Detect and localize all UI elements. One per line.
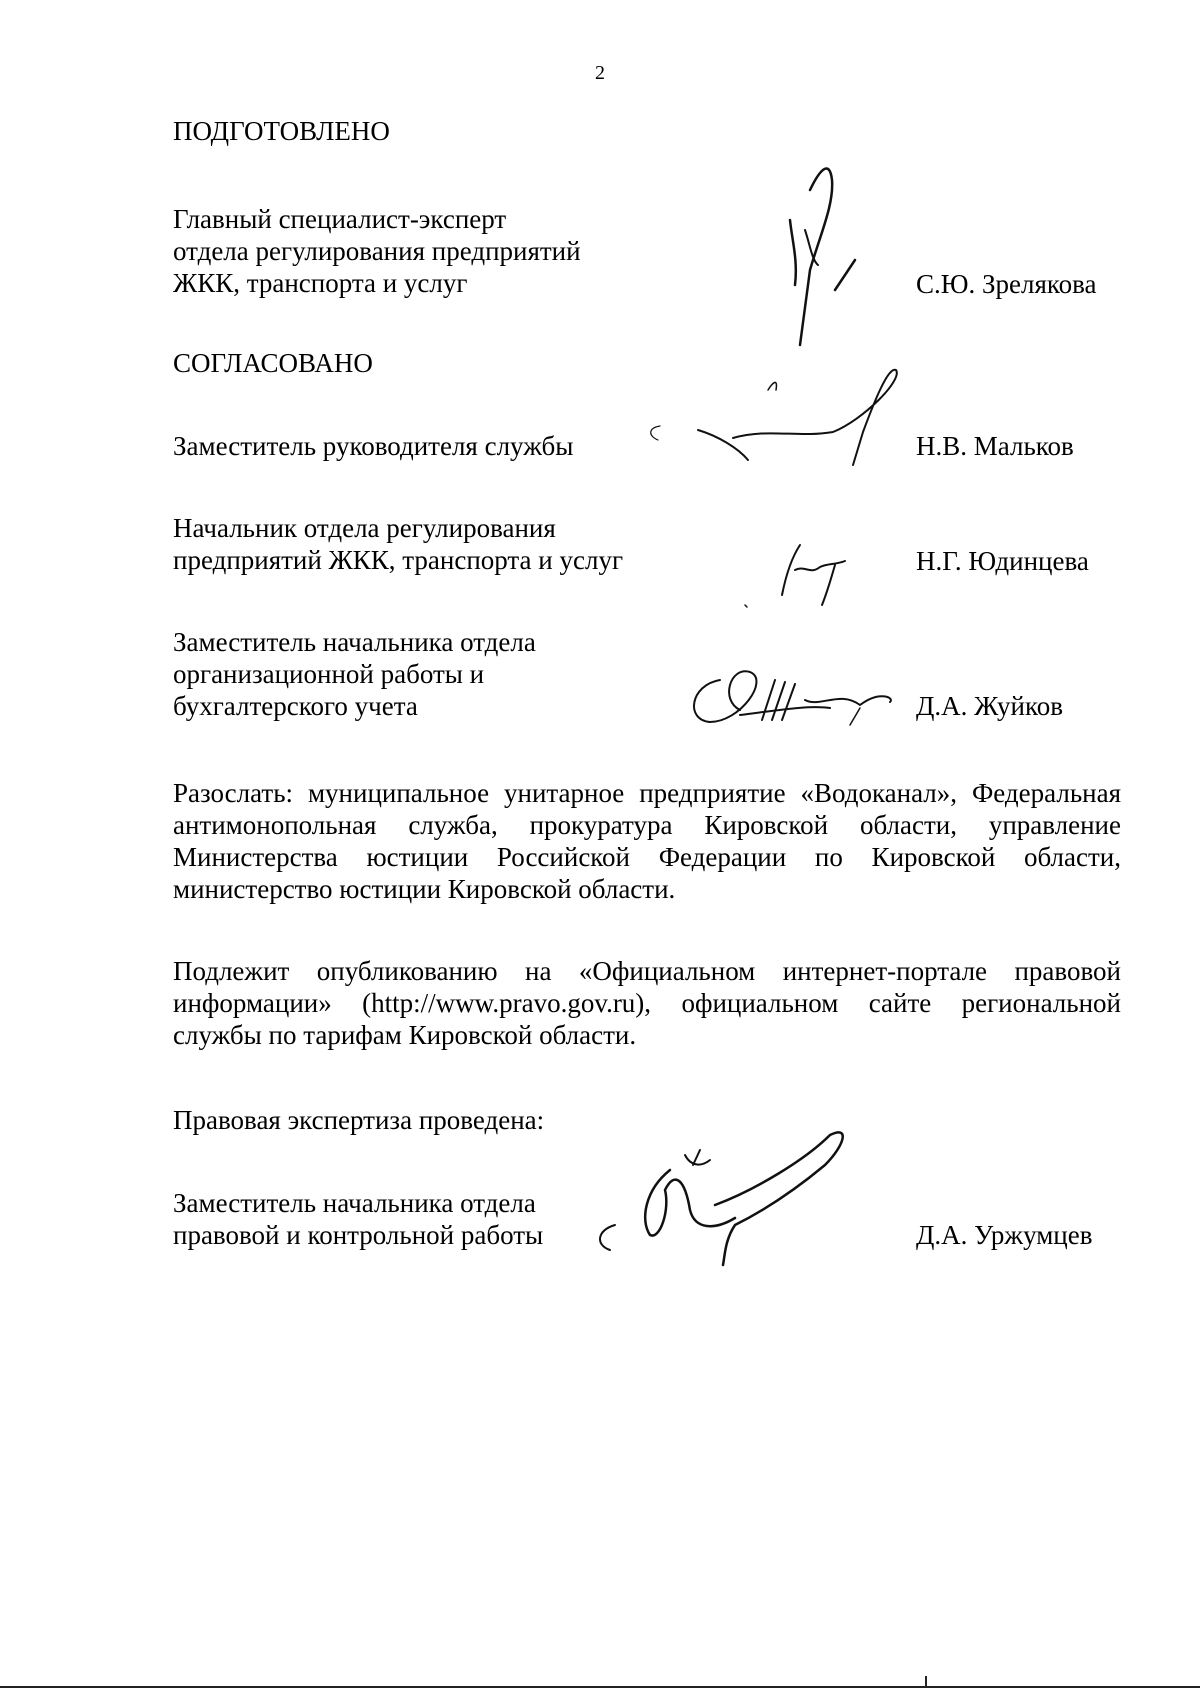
legal-signatory-name: Д.А. Уржумцев [916,1220,1093,1250]
agreed-2-position-line-1: Начальник отдела регулирования [173,513,556,543]
signature-urzhumtsev [575,1130,875,1270]
prepared-position-line-1: Главный специалист-эксперт [173,204,507,234]
prepared-heading: ПОДГОТОВЛЕНО [173,116,390,146]
legal-review-heading: Правовая экспертиза проведена: [173,1105,545,1135]
agreed-1-position: Заместитель руководителя службы [173,431,574,461]
legal-position-line-1: Заместитель начальника отдела [173,1188,536,1218]
agreed-2-name: Н.Г. Юдинцева [916,546,1089,576]
prepared-position-line-3: ЖКК, транспорта и услуг [173,268,468,298]
signature-yudintseva [740,535,860,615]
signature-zrelyakova [770,160,870,360]
page-number: 2 [595,62,605,84]
agreed-1-name: Н.В. Мальков [916,431,1074,461]
bottom-rule [0,1686,1200,1688]
agreed-2-position-line-2: предприятий ЖКК, транспорта и услуг [173,545,624,575]
agreed-3-position-line-3: бухгалтерского учета [173,691,418,721]
distribution-list: Разослать: муниципальное унитарное предприятие «Водоканал», Федеральная антимонопольная служба, прокуратура Кировской области, управление Министерства юстиции Российской Федерации по Кировской области, министерство юстиции Кировской области. [173,778,1121,904]
bottom-rule-tick [925,1676,927,1688]
agreed-3-name: Д.А. Жуйков [916,691,1063,721]
legal-position-line-2: правовой и контрольной работы [173,1220,544,1250]
signature-zhuykov [680,660,920,740]
prepared-signatory-name: С.Ю. Зрелякова [916,269,1097,299]
agreed-3-position-line-2: организационной работы и [173,659,485,689]
publication-note: Подлежит опубликованию на «Официальном интернет-портале правовой информации» (http://www.pravo.gov.ru), официальном сайте региональной службы по тарифам Кировской области. [173,956,1121,1050]
agreed-heading: СОГЛАСОВАНО [173,348,373,378]
prepared-position-line-2: отдела регулирования предприятий [173,236,581,266]
signature-malkov [638,370,918,470]
agreed-3-position-line-1: Заместитель начальника отдела [173,627,536,657]
